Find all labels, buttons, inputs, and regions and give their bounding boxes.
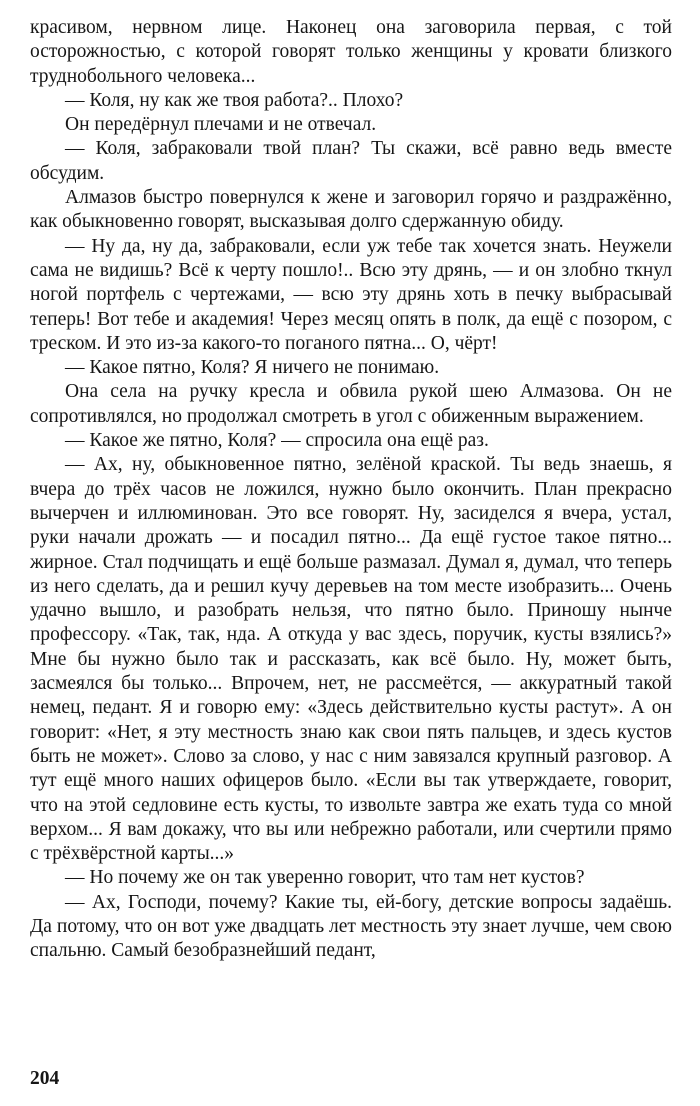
book-page [30,16,672,964]
paragraph-continuation: красивом, нервном лице. Наконец она заговорила первая, с той осторожностью, с которой говорят только женщины у кровати близкого труднобольного человека... [30,17,672,87]
paragraph: Она села на ручку кресла и обвила рукой шею Алмазова. Он не сопротивлялся, но продолжал смотреть в угол с обиженным выражением. [30,381,672,427]
paragraph: — Какое пятно, Коля? Я ничего не понимаю. [65,357,440,379]
paragraph: — Какое же пятно, Коля? — спросила она ещё раз. [65,430,489,452]
paragraph: Алмазов быстро повернулся к жене и заговорил горячо и раздражённо, как обыкновенно говорят, высказывая долго сдержанную обиду. [30,187,672,233]
page-number: 204 [30,1068,60,1089]
paragraph: — Но почему же он так уверенно говорит, что там нет кустов? [65,867,585,889]
paragraph: — Ну да, ну да, забраковали, если уж тебе так хочется знать. Неужели сама не видишь? Всё к черту пошло!.. Всю эту дрянь, — и он злобно ткнул ногой портфель с чертежами, — всю эту дрянь хоть в печку выбрасывай теперь! Вот тебе и академия! Через месяц опять в полк, да ещё с позором, с треском. И это из-за какого-то поганого пятна... О, чёрт! [30,235,672,354]
paragraph: — Ах, ну, обыкновенное пятно, зелёной краской. Ты ведь знаешь, я вчера до трёх часов не ложился, нужно было окончить. План прекрасно вычерчен и иллюминован. Это все говорят. Ну, засиделся я вчера, устал, руки начали дрожать — и посадил пятно... Да ещё густое такое пятно... жирное. Стал подчищать и ещё больше размазал. Думал я, думал, что теперь из него сделать, да и решил кучу деревьев на том месте изобразить... Очень удачно вышло, и разобрать нельзя, что пятно было. Приношу нынче профессору. «Так, так, нда. А откуда у вас здесь, поручик, кусты взялись?» Мне бы нужно было так и рассказать, как всё было. Ну, может быть, засмеялся бы только... Впрочем, нет, не рассмеётся, — аккуратный такой немец, педант. Я и говорю ему: «Здесь действительно кусты растут». А он говорит: «Нет, я эту местность знаю как свои пять пальцев, и здесь кустов быть не может». Слово за слово, у нас с ним завязался крупный разговор. А тут ещё много наших офицеров было. «Если вы так утверждаете, говорит, что на этой седловине есть кусты, то извольте завтра же ехать туда со мной верхом... Я вам докажу, что вы или небрежно работали, или счертили прямо с трёхвёрстной карты...» [30,454,672,865]
paragraph: Он передёрнул плечами и не отвечал. [65,114,377,136]
paragraph: — Ах, Господи, почему? Какие ты, ей-богу, детские вопросы задаёшь. Да потому, что он вот уже двадцать лет местность эту знает лучше, чем свою спальню. Самый безобразнейший педант, [30,891,672,962]
paragraph: — Коля, ну как же твоя работа?.. Плохо? [65,89,404,111]
paragraph: — Коля, забраковали твой план? Ты скажи, всё равно ведь вместе обсудим. [30,138,672,184]
